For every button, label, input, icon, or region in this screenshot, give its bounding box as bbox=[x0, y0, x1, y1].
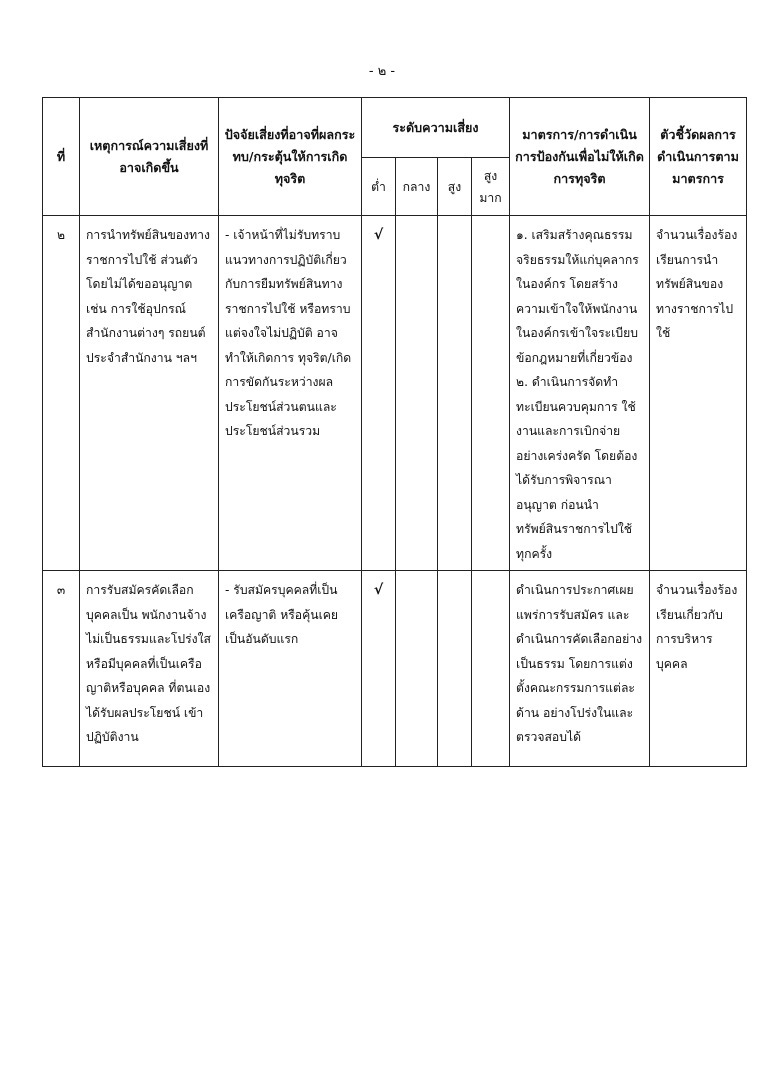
table-row bbox=[43, 571, 747, 767]
level-low-check: √ bbox=[362, 571, 396, 767]
risk-event: การนำทรัพย์สินของทางราชการไปใช้ ส่วนตัวโดยไม่ได้ขออนุญาต เช่น การใช้อุปกรณ์สำนักงานต่างๆ รถยนต์ประจำสำนักงาน ฯลฯ bbox=[80, 216, 219, 571]
risk-event: การรับสมัครคัดเลือกบุคคลเป็น พนักงานจ้างไม่เป็นธรรมและโปร่งใส หรือมีบุคคลที่เป็นเครือญาติหรือบุคคล ที่ตนเองได้รับผลประโยชน์ เข้าปฏิบัติงาน bbox=[80, 571, 219, 767]
row-number: ๓ bbox=[43, 571, 80, 767]
level-mid-cell bbox=[396, 571, 438, 767]
risk-factor: - เจ้าหน้าที่ไม่รับทราบแนวทางการปฏิบัติเกี่ยวกับการยืมทรัพย์สินทางราชการไปใช้ หรือทราบแต่จงใจไม่ปฏิบัติ อาจทำให้เกิดการ ทุจริต/เกิดการขัดกันระหว่างผลประโยชน์ส่วนตนและประโยชน์ส่วนรวม bbox=[219, 216, 362, 571]
level-high-cell bbox=[438, 571, 472, 767]
level-high-cell bbox=[438, 216, 472, 571]
header-no: ที่ bbox=[43, 98, 80, 216]
level-low-check: √ bbox=[362, 216, 396, 571]
indicator: จำนวนเรื่องร้องเรียนการนำทรัพย์สินของทางราชการไปใช้ bbox=[650, 216, 747, 571]
risk-factor: - รับสมัครบุคคลที่เป็นเครือญาติ หรือคุ้นเคยเป็นอันดับแรก bbox=[219, 571, 362, 767]
header-level-very-high: สูงมาก bbox=[472, 158, 510, 216]
level-very-high-cell bbox=[472, 216, 510, 571]
risk-table bbox=[42, 97, 747, 767]
table-row bbox=[43, 216, 747, 571]
page-number: - ๒ - bbox=[368, 64, 396, 79]
measure-item: ดำเนินการประกาศเผยแพร่การรับสมัคร และ ดำเนินการคัดเลือกอย่างเป็นธรรม โดยการแต่งตั้งคณะกรรมการแต่ละด้าน อย่างโปร่งในและตรวจสอบได้ bbox=[516, 583, 643, 744]
measure-item: ๒. ดำเนินการจัดทำทะเบียนควบคุมการ ใช้งานและการเบิกจ่ายอย่างเคร่งครัด โดยต้องได้รับการพิจารณาอนุญาต ก่อนนำทรัพย์สินราชการไปใช้ทุกครั้ง bbox=[516, 375, 638, 561]
header-level: ระดับความเสี่ยง bbox=[362, 98, 510, 158]
header-measure: มาตรการ/การดำเนินการป้องกันเพื่อไม่ให้เกิดการทุจริต bbox=[510, 98, 650, 216]
header-indicator: ตัวชี้วัดผลการดำเนินการตามมาตรการ bbox=[650, 98, 747, 216]
header-event: เหตุการณ์ความเสี่ยงที่อาจเกิดขึ้น bbox=[80, 98, 219, 216]
indicator: จำนวนเรื่องร้องเรียนเกี่ยวกับการบริหารบุคคล bbox=[650, 571, 747, 767]
header-factor: ปัจจัยเสี่ยงที่อาจที่ผลกระทบ/กระตุ้นให้การเกิดทุจริต bbox=[219, 98, 362, 216]
level-very-high-cell bbox=[472, 571, 510, 767]
header-level-mid: กลาง bbox=[396, 158, 438, 216]
header-level-low: ต่ำ bbox=[362, 158, 396, 216]
prevention-measures bbox=[510, 216, 650, 571]
level-mid-cell bbox=[396, 216, 438, 571]
prevention-measures bbox=[510, 571, 650, 767]
measure-item: ๑. เสริมสร้างคุณธรรมจริยธรรมให้แก่บุคลากรในองค์กร โดยสร้างความเข้าใจให้พนักงานในองค์กรเข้าใจระเบียบ ข้อกฎหมายที่เกี่ยวข้อง bbox=[516, 228, 639, 365]
row-number: ๒ bbox=[43, 216, 80, 571]
header-level-high: สูง bbox=[438, 158, 472, 216]
